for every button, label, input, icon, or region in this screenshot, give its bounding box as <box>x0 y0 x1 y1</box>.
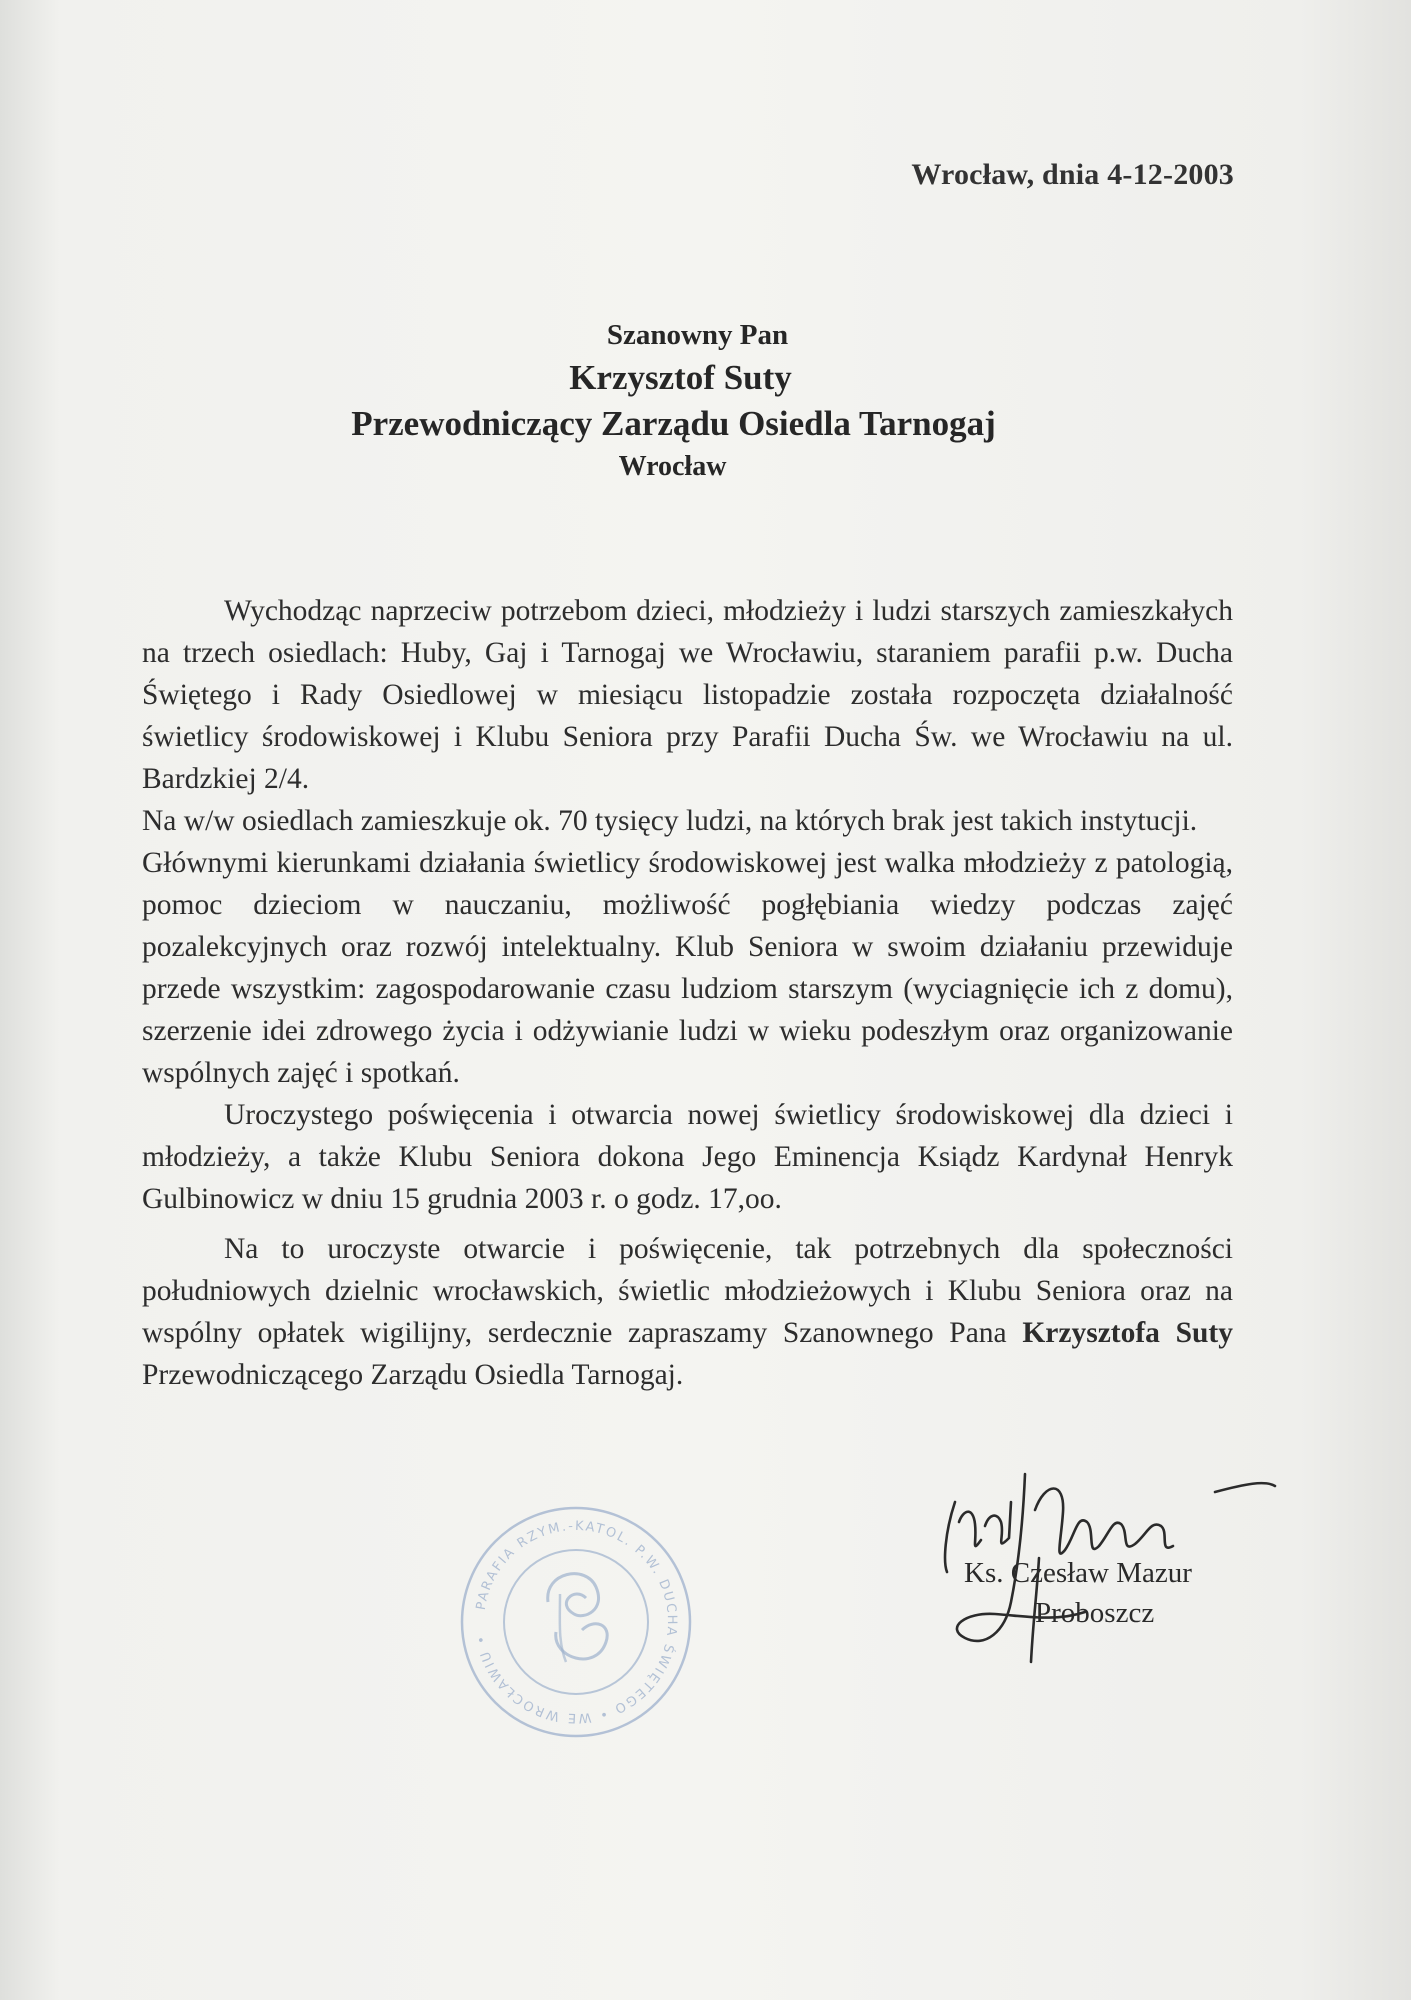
paragraph-5-end: Przewodniczącego Zarządu Osiedla Tarnogaj. <box>142 1359 684 1391</box>
paragraph-1: Wychodząc naprzeciw potrzebom dzieci, młodzieży i ludzi starszych zamieszkałych na trzech osiedlach: Huby, Gaj i Tarnogaj we Wrocławiu, staraniem parafii p.w. Ducha Świętego i Rady Osiedlowej w miesiącu listopadzie została rozpoczęta działalność świetlicy środowiskowej i Klubu Seniora przy Parafii Ducha Św. we Wrocławiu na ul. Bardzkiej 2/4. <box>142 595 1233 795</box>
addressee-city: Wrocław <box>618 451 727 482</box>
signatory-role: Proboszcz <box>1035 1597 1155 1629</box>
signatory-name: Ks. Czesław Mazur <box>964 1557 1192 1589</box>
paragraph-3: Głównymi kierunkami działania świetlicy środowiskowej jest walka młodzieży z patologią, pomoc dzieciom w nauczaniu, możliwość pogłębiania wiedzy podczas zajęć pozalekcyjnych oraz rozwój intelektualny. Klub Seniora w swoim działaniu przewiduje przede wszystkim: zagospodarowanie czasu ludziom starszym (wyciagnięcie ich z domu), szerzenie idei zdrowego życia i odżywianie ludzi w wieku podeszłym oraz organizowanie wspólnych zajęć i spotkań. <box>142 847 1233 1089</box>
paragraph-5-start: Na to uroczyste otwarcie i poświęcenie, tak potrzebnych dla społeczności południowych dzielnic wrocławskich, świetlic młodzieżowych i Klubu Seniora oraz na wspólny opłatek wigilijny, serdecznie zapraszamy Szanownego Pana <box>142 1233 1233 1349</box>
letter-body <box>142 590 1233 1396</box>
addressee-name: Krzysztof Suty <box>569 358 792 397</box>
addressee-title: Przewodniczący Zarządu Osiedla Tarnogaj <box>351 404 996 443</box>
paragraph-4: Uroczystego poświęcenia i otwarcia nowej świetlicy środowiskowej dla dzieci i młodzieży, a także Klubu Seniora dokona Jego Eminencja Ksiądz Kardynał Henryk Gulbinowicz w dniu 15 grudnia 2003 r. o godz. 17,oo. <box>142 1099 1233 1215</box>
parish-stamp <box>456 1502 696 1742</box>
addressee-block <box>0 315 1411 487</box>
letter-date: Wrocław, dnia 4-12-2003 <box>911 158 1234 191</box>
paragraph-5-bold-name: Krzysztofa Suty <box>1022 1317 1233 1349</box>
paragraph-5 <box>142 1228 1233 1396</box>
paragraph-2: Na w/w osiedlach zamieszkuje ok. 70 tysięcy ludzi, na których brak jest takich instytucji. <box>142 805 1198 837</box>
addressee-salutation: Szanowny Pan <box>606 319 789 351</box>
svg-text:PARAFIA RZYM.-KATOL. P.W. DUCH: PARAFIA RZYM.-KATOL. P.W. DUCHA ŚWIĘTEGO • WE WROCŁAWIU • <box>473 1518 680 1726</box>
